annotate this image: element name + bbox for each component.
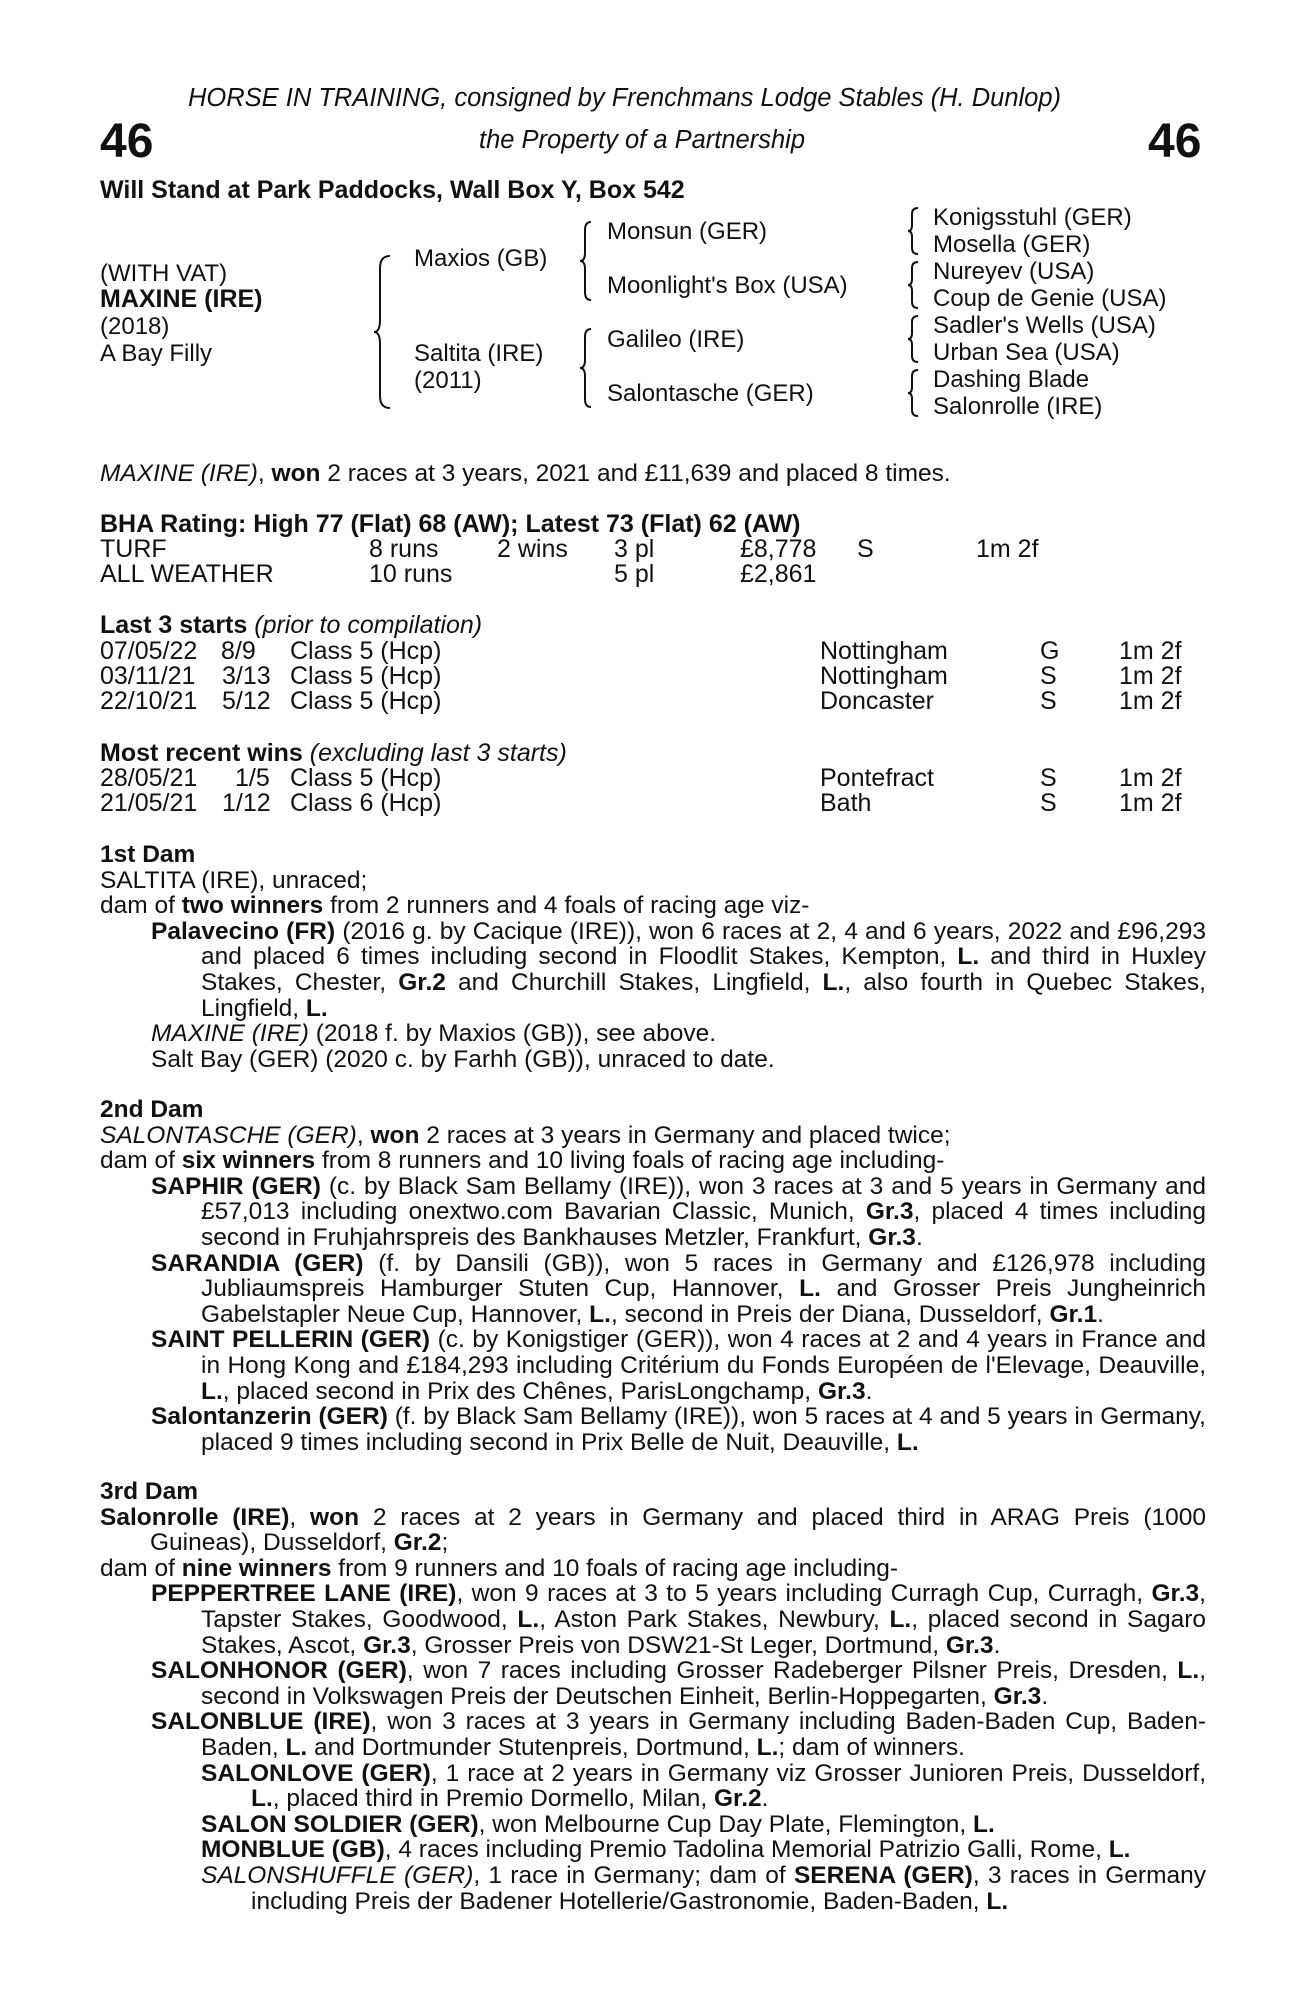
- race-course: Nottingham: [820, 662, 948, 690]
- race-position: 3/13: [222, 662, 271, 690]
- race-class: Class 5 (Hcp): [290, 662, 442, 690]
- race-class: Class 5 (Hcp): [290, 764, 442, 792]
- race-going: S: [1040, 662, 1057, 690]
- race-class: Class 6 (Hcp): [290, 789, 442, 817]
- ped-sss: Konigsstuhl (GER): [933, 204, 1132, 231]
- ped-ssd: Mosella (GER): [933, 231, 1091, 258]
- rating-money: £2,861: [740, 560, 817, 588]
- dam-year: (2011): [414, 367, 482, 394]
- rating-money: £8,778: [740, 535, 817, 563]
- stable-line: Will Stand at Park Paddocks, Wall Box Y, Box 542: [100, 176, 685, 204]
- race-distance: 1m 2f: [1119, 764, 1182, 792]
- progeny-entry: SAINT PELLERIN (GER) (c. by Konigstiger (GER)), won 4 races at 2 and 4 years in France and in Hong Kong and £184,293 including Critérium du Fonds Européen de l'Elevage, Deauville, L., placed second in Prix des Chênes, ParisLongchamp, Gr.3.: [151, 1326, 1206, 1405]
- progeny-entry: Salt Bay (GER) (2020 c. by Farhh (GB)), unraced to date.: [151, 1045, 775, 1073]
- progeny-entry: SALONLOVE (GER), 1 race at 2 years in Germany viz Grosser Junioren Preis, Dusseldorf, L., placed third in Premio Dormello, Milan, Gr.2.: [201, 1759, 1206, 1813]
- race-going: S: [1040, 789, 1057, 817]
- race-date: 22/10/21: [100, 687, 198, 715]
- sire-name: Maxios (GB): [414, 245, 548, 272]
- race-class: Class 5 (Hcp): [290, 637, 442, 665]
- rating-placed: 3 pl: [614, 535, 655, 563]
- progeny-entry: SAPHIR (GER) (c. by Black Sam Bellamy (IRE)), won 3 races at 3 and 5 years in Germany and £57,013 including onextwo.com Bavarian Classic, Munich, Gr.3, placed 4 times including second in Fruhjahrspreis des Bankhauses Metzler, Frankfurt, Gr.3.: [151, 1172, 1206, 1251]
- third-dam-title: 3rd Dam: [100, 1478, 199, 1505]
- third-dam-progeny-summary: dam of nine winners from 9 runners and 10 foals of racing age including-: [100, 1554, 899, 1582]
- race-date: 03/11/21: [100, 662, 196, 690]
- progeny-entry: MAXINE (IRE) (2018 f. by Maxios (GB)), see above.: [151, 1020, 717, 1048]
- third-dam-line: Salonrolle (IRE), won 2 races at 2 years in Germany and placed third in ARAG Preis (1000 Guineas), Dusseldorf, Gr.2;: [100, 1503, 1206, 1557]
- dam-sire: Galileo (IRE): [607, 326, 745, 353]
- pedigree-main-brace: [372, 254, 394, 410]
- lot-number-left: 46: [100, 115, 154, 168]
- race-summary: MAXINE (IRE), won 2 races at 3 years, 2021 and £11,639 and placed 8 times.: [100, 460, 951, 487]
- rating-runs: 10 runs: [369, 560, 453, 588]
- last3-heading: Last 3 starts (prior to compilation): [100, 611, 483, 639]
- vat-label: (WITH VAT): [100, 260, 228, 287]
- consignor-line: HORSE IN TRAINING, consigned by Frenchmans Lodge Stables (H. Dunlop): [188, 84, 1062, 112]
- first-dam-line: SALTITA (IRE), unraced;: [100, 866, 368, 894]
- race-position: 5/12: [222, 687, 271, 715]
- rating-surface: TURF: [100, 535, 167, 563]
- horse-year: (2018): [100, 313, 170, 340]
- dam-name: Saltita (IRE): [414, 340, 544, 367]
- first-dam-progeny-summary: dam of two winners from 2 runners and 4 foals of racing age viz-: [100, 892, 810, 920]
- race-position: 1/5: [235, 764, 270, 792]
- race-going: S: [1040, 764, 1057, 792]
- race-date: 07/05/22: [100, 637, 198, 665]
- progeny-entry: SALONBLUE (IRE), won 3 races at 3 years in Germany including Baden-Baden Cup, Baden-Baden, L. and Dortmunder Stutenpreis, Dortmund, L.; dam of winners.: [151, 1708, 1206, 1761]
- second-dam-title: 2nd Dam: [100, 1096, 204, 1123]
- horse-desc: A Bay Filly: [100, 340, 213, 367]
- progeny-entry: Palavecino (FR) (2016 g. by Cacique (IRE)), won 6 races at 2, 4 and 6 years, 2022 and £96,293 and placed 6 times including second in Floodlit Stakes, Kempton, L. and third in Huxley Stakes, Chester, Gr.2 and Churchill Stakes, Lingfield, L., also fourth in Quebec Stakes, Lingfield, L.: [151, 917, 1206, 1022]
- rating-distance: 1m 2f: [976, 535, 1039, 563]
- race-class: Class 5 (Hcp): [290, 687, 442, 715]
- rating-placed: 5 pl: [614, 560, 655, 588]
- second-dam-line: SALONTASCHE (GER), won 2 races at 3 years in Germany and placed twice;: [100, 1121, 951, 1149]
- third-dam-section: [100, 1479, 1206, 1914]
- recent-wins-heading: Most recent wins (excluding last 3 starts): [100, 739, 567, 767]
- rating-wins: 2 wins: [497, 535, 568, 563]
- summary-horse-name: MAXINE (IRE): [100, 460, 258, 487]
- summary-text: 2 races at 3 years, 2021 and £11,639 and placed 8 times.: [320, 460, 951, 487]
- sire-sire: Monsun (GER): [607, 218, 768, 245]
- race-distance: 1m 2f: [1119, 662, 1182, 690]
- progeny-entry: SALON SOLDIER (GER), won Melbourne Cup Day Plate, Flemington, L.: [201, 1810, 995, 1838]
- brace-dd: [906, 368, 920, 418]
- brace-ss: [906, 206, 920, 256]
- progeny-entry: SALONSHUFFLE (GER), 1 race in Germany; dam of SERENA (GER), 3 races in Germany including Preis der Badener Hotellerie/Gastronomie, Baden-Baden, L.: [201, 1861, 1206, 1915]
- brace-ds: [906, 314, 920, 364]
- sire-brace: [578, 220, 594, 302]
- ped-dsd: Urban Sea (USA): [933, 339, 1120, 366]
- ped-dds: Dashing Blade: [933, 366, 1090, 393]
- property-line: the Property of a Partnership: [479, 126, 806, 154]
- summary-won: won: [271, 460, 321, 487]
- ped-sds: Nureyev (USA): [933, 258, 1095, 285]
- bha-rating-title: BHA Rating: High 77 (Flat) 68 (AW); Latest 73 (Flat) 62 (AW): [100, 510, 801, 538]
- brace-sd: [906, 260, 920, 310]
- ped-sdd: Coup de Genie (USA): [933, 285, 1167, 312]
- progeny-entry: PEPPERTREE LANE (IRE), won 9 races at 3 to 5 years including Curragh Cup, Curragh, Gr.3, Tapster Stakes, Goodwood, L., Aston Park Stakes, Newbury, L., placed second in Sagaro Stakes, Ascot, Gr.3, Grosser Preis von DSW21-St Leger, Dortmund, Gr.3.: [151, 1580, 1207, 1659]
- race-course: Nottingham: [820, 637, 948, 665]
- race-course: Bath: [820, 789, 872, 817]
- first-dam-section: [100, 842, 1206, 1072]
- race-going: S: [1040, 687, 1057, 715]
- race-date: 21/05/21: [100, 789, 198, 817]
- first-dam-title: 1st Dam: [100, 841, 196, 868]
- dam-dam: Salontasche (GER): [607, 380, 814, 407]
- progeny-entry: SALONHONOR (GER), won 7 races including Grosser Radeberger Pilsner Preis, Dresden, L., second in Volkswagen Preis der Deutschen Einheit, Berlin-Hoppegarten, Gr.3.: [151, 1657, 1206, 1710]
- rating-runs: 8 runs: [369, 535, 439, 563]
- race-distance: 1m 2f: [1119, 687, 1182, 715]
- progeny-entry: Salontanzerin (GER) (f. by Black Sam Bellamy (IRE)), won 5 races at 4 and 5 years in Germany, placed 9 times including second in Prix Belle de Nuit, Deauville, L.: [151, 1403, 1206, 1456]
- progeny-entry: SARANDIA (GER) (f. by Dansili (GB)), won 5 races in Germany and £126,978 including Jubliaumspreis Hamburger Stuten Cup, Hannover, L. and Grosser Preis Jungheinrich Gabelstapler Neue Cup, Hannover, L., second in Preis der Diana, Dusseldorf, Gr.1.: [151, 1249, 1207, 1328]
- second-dam-section: [100, 1097, 1206, 1455]
- race-course: Doncaster: [820, 687, 934, 715]
- race-position: 1/12: [222, 789, 271, 817]
- race-date: 28/05/21: [100, 764, 198, 792]
- ped-ddd: Salonrolle (IRE): [933, 393, 1103, 420]
- ped-dss: Sadler's Wells (USA): [933, 312, 1156, 339]
- rating-going: S: [857, 535, 874, 563]
- race-going: G: [1040, 637, 1060, 665]
- lot-number-right: 46: [1148, 115, 1202, 168]
- race-course: Pontefract: [820, 764, 934, 792]
- race-distance: 1m 2f: [1119, 637, 1182, 665]
- rating-surface: ALL WEATHER: [100, 560, 274, 588]
- race-position: 8/9: [221, 637, 256, 665]
- race-distance: 1m 2f: [1119, 789, 1182, 817]
- sire-dam: Moonlight's Box (USA): [607, 272, 848, 299]
- second-dam-progeny-summary: dam of six winners from 8 runners and 10 living foals of racing age including-: [100, 1147, 945, 1175]
- dam-brace: [578, 327, 594, 409]
- horse-name: MAXINE (IRE): [100, 285, 263, 313]
- progeny-entry: MONBLUE (GB), 4 races including Premio Tadolina Memorial Patrizio Galli, Rome, L.: [201, 1836, 1131, 1864]
